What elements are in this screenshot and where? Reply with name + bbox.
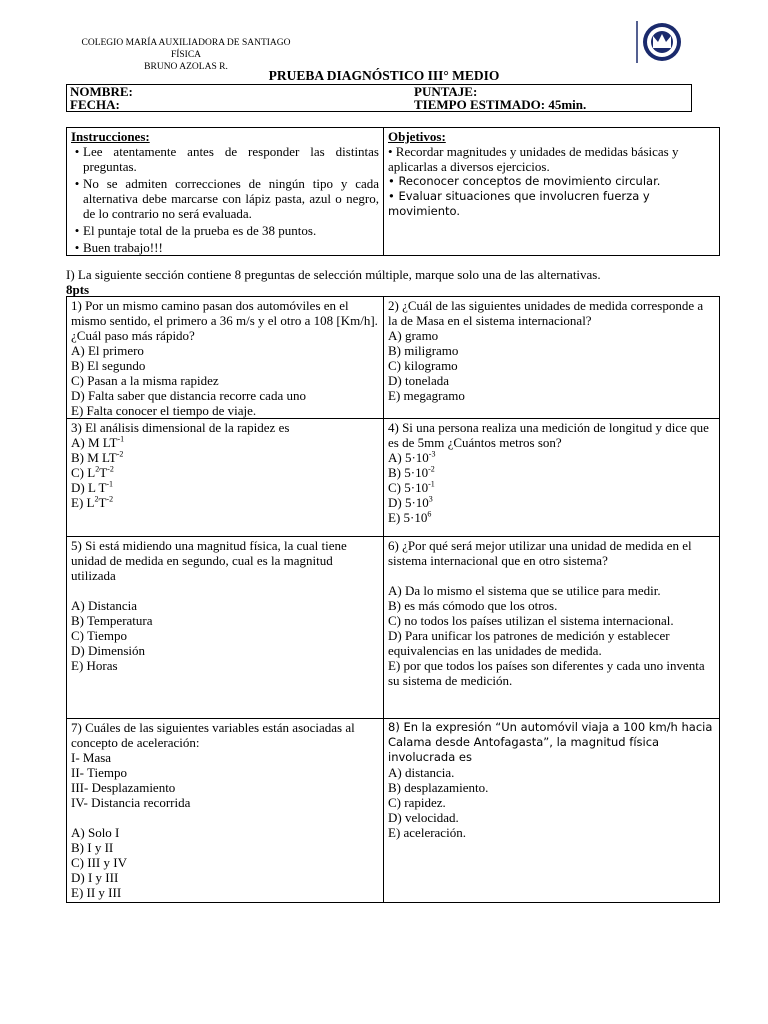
statement: I- Masa xyxy=(71,750,112,765)
question-6 xyxy=(384,537,720,719)
section-text: I) La siguiente sección contiene 8 preguntas de selección múltiple, marque solo una de las alternativas. xyxy=(66,267,601,282)
school-name: COLEGIO MARÍA AUXILIADORA DE SANTIAGO xyxy=(81,38,291,48)
teacher-name: BRUNO AZOLAS R. xyxy=(144,62,228,72)
date-label: FECHA: xyxy=(70,97,120,112)
section-points: 8pts xyxy=(66,282,90,297)
option[interactable]: B) miligramo xyxy=(388,343,459,358)
instruction-item: • El puntaje total de la prueba es de 38 puntos. xyxy=(71,223,379,238)
question-1 xyxy=(67,297,384,419)
option[interactable]: A) Distancia xyxy=(71,598,138,613)
question-8 xyxy=(384,719,720,903)
question-text: 7) Cuáles de las siguientes variables están asociadas al concepto de aceleración: xyxy=(71,720,355,750)
school-logo-icon xyxy=(634,20,684,64)
option[interactable]: C) III y IV xyxy=(71,855,127,870)
option[interactable]: B) Temperatura xyxy=(71,613,153,628)
option[interactable]: E) $5\cdot 10^6$ xyxy=(388,509,432,525)
option[interactable]: A) Da lo mismo el sistema que se utilice para medir. xyxy=(388,583,661,598)
objectives-cell xyxy=(384,128,720,256)
option[interactable]: D) $5\cdot 10^3$ xyxy=(388,494,433,510)
option[interactable]: C) Pasan a la misma rapidez xyxy=(71,373,219,388)
instruction-item: • No se admiten correcciones de ningún tipo y cada alternativa debe marcarse con lápiz pasta, azul o negro, de lo contrario no será evaluada. xyxy=(71,176,379,221)
option[interactable]: D) L $T^{-1}$ xyxy=(71,479,114,495)
option[interactable]: C) no todos los países utilizan el sistema internacional. xyxy=(388,613,674,628)
option[interactable]: A) distancia. xyxy=(388,765,455,780)
option[interactable]: C) kilogramo xyxy=(388,358,458,373)
option[interactable]: E) Horas xyxy=(71,658,118,673)
question-4 xyxy=(384,419,720,537)
name-label: NOMBRE: xyxy=(70,84,133,99)
option[interactable]: D) Dimensión xyxy=(71,643,146,658)
objective-item: • Reconocer conceptos de movimiento circular. xyxy=(388,174,661,188)
option[interactable]: A) Solo I xyxy=(71,825,120,840)
objectives-heading: Objetivos: xyxy=(388,129,446,144)
option[interactable]: A) gramo xyxy=(388,328,439,343)
option[interactable]: E) aceleración. xyxy=(388,825,466,840)
option[interactable]: C) rapidez. xyxy=(388,795,446,810)
questions-table xyxy=(66,296,720,903)
option[interactable]: E) megagramo xyxy=(388,388,465,403)
page-title: PRUEBA DIAGNÓSTICO III° MEDIO xyxy=(268,68,500,83)
question-text: 8) En la expresión “Un automóvil viaja a 100 km/h hacia Calama desde Antofagasta”, la magnitud física involucrada es xyxy=(388,720,713,764)
option[interactable]: B) desplazamiento. xyxy=(388,780,489,795)
option[interactable]: B) $5\cdot 10^{-2}$ xyxy=(388,464,435,480)
score-label: PUNTAJE: xyxy=(414,84,478,99)
question-text: 6) ¿Por qué será mejor utilizar una unidad de medida en el sistema internacional que en otro sistema? xyxy=(388,538,692,568)
bullet-icon: • xyxy=(74,176,80,191)
option[interactable]: D) Falta saber que distancia recorre cada uno xyxy=(71,388,306,403)
instructions-table xyxy=(66,127,720,256)
option[interactable]: A) M $LT^{-1}$ xyxy=(71,434,125,450)
option[interactable]: C) Tiempo xyxy=(71,628,127,643)
option[interactable]: B) M $LT^{-2}$ xyxy=(71,449,124,465)
question-7 xyxy=(67,719,384,903)
objective-item: • Evaluar situaciones que involucren fuerza y movimiento. xyxy=(388,189,650,218)
option[interactable]: A) El primero xyxy=(71,343,144,358)
question-2 xyxy=(384,297,720,419)
option[interactable]: D) velocidad. xyxy=(388,810,459,825)
question-text: 4) Si una persona realiza una medición de longitud y dice que es de 5mm ¿Cuántos metros son? xyxy=(388,420,709,450)
bullet-icon: • xyxy=(74,223,80,238)
instructions-cell xyxy=(67,128,384,256)
option[interactable]: A) $5\cdot 10^{-3}$ xyxy=(388,449,436,465)
section-intro xyxy=(66,267,601,297)
bullet-icon: • xyxy=(74,240,80,255)
bullet-icon: • xyxy=(74,144,80,159)
option[interactable]: C) $5\cdot 10^{-1}$ xyxy=(388,479,435,495)
student-info-box xyxy=(66,84,692,112)
option[interactable]: B) I y II xyxy=(71,840,114,855)
option[interactable]: E) Falta conocer el tiempo de viaje. xyxy=(71,403,257,418)
question-text: 2) ¿Cuál de las siguientes unidades de medida corresponde a la de Masa en el sistema internacional? xyxy=(388,298,704,328)
statement: IV- Distancia recorrida xyxy=(71,795,191,810)
option[interactable]: C) $L^2T^{-2}$ xyxy=(71,464,114,480)
statement: II- Tiempo xyxy=(71,765,127,780)
instruction-item: • Lee atentamente antes de responder las distintas preguntas. xyxy=(71,144,379,174)
option[interactable]: E) por que todos los países son diferentes y cada uno inventa su sistema de medición. xyxy=(388,658,705,688)
option[interactable]: D) tonelada xyxy=(388,373,450,388)
statement: III- Desplazamiento xyxy=(71,780,176,795)
question-5 xyxy=(67,537,384,719)
option[interactable]: E) $L^2T^{-2}$ xyxy=(71,494,114,510)
subject-name: FÍSICA xyxy=(170,50,202,60)
option[interactable]: D) Para unificar los patrones de medición y establecer equivalencias en las unidades de medida. xyxy=(388,628,670,658)
question-3 xyxy=(67,419,384,537)
instruction-item: • Buen trabajo!!! xyxy=(71,240,379,255)
question-text: 3) El análisis dimensional de la rapidez es xyxy=(71,420,290,435)
question-text: 1) Por un mismo camino pasan dos automóviles en el mismo sentido, el primero a 36 m/s y el otro a 108 [Km/h]. ¿Cuál paso más rápido? xyxy=(71,298,378,343)
option[interactable]: D) I y III xyxy=(71,870,119,885)
option[interactable]: E) II y III xyxy=(71,885,122,900)
objective-item: • Recordar magnitudes y unidades de medidas básicas y aplicarlas a diversos ejercicios. xyxy=(388,144,679,174)
option[interactable]: B) El segundo xyxy=(71,358,146,373)
time-label: TIEMPO ESTIMADO: 45min. xyxy=(414,97,587,112)
question-text: 5) Si está midiendo una magnitud física, la cual tiene unidad de medida en segundo, cual es la magnitud utilizada xyxy=(71,538,347,583)
option[interactable]: B) es más cómodo que los otros. xyxy=(388,598,558,613)
instructions-heading: Instrucciones: xyxy=(71,129,150,144)
